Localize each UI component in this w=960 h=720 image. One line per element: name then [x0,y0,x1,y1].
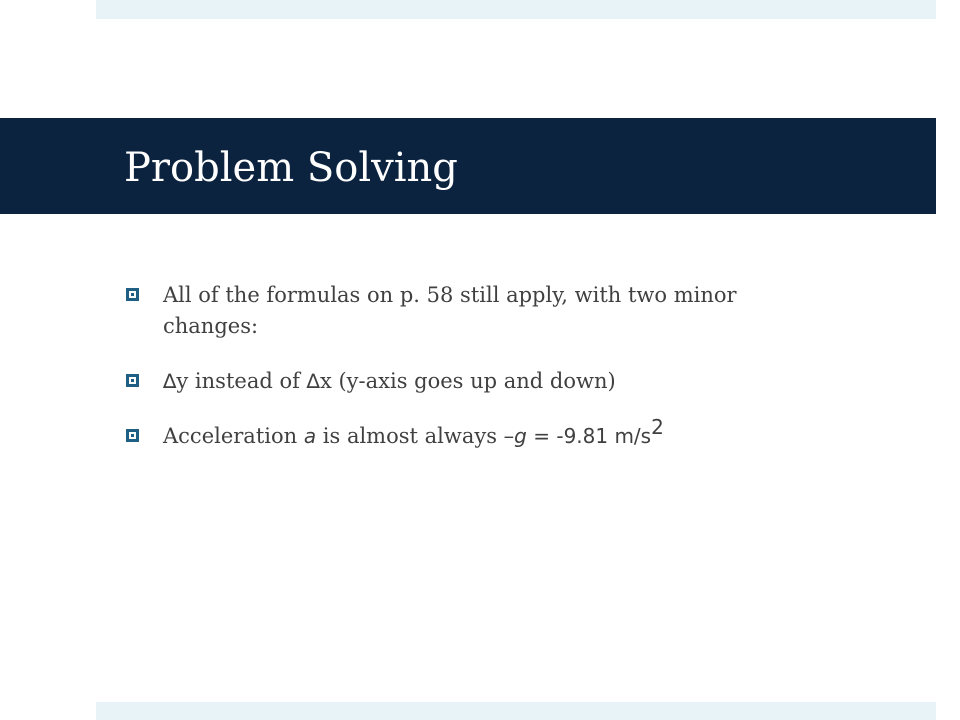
bullet-text: x (y-axis goes up and down) [319,369,616,393]
bullet-list [126,280,816,476]
square-bullet-icon [126,374,139,387]
bullet-item-formulas [126,280,816,342]
bottom-accent-band [96,702,936,720]
bullet-item-delta-y [126,366,816,397]
delta-symbol: ∆ [306,369,320,393]
delta-symbol: ∆ [163,369,177,393]
square-bullet-icon [126,429,139,442]
gravity-value: = -9.81 m/s [526,424,652,448]
slide-title: Problem Solving [124,145,458,191]
bullet-text: Acceleration [163,424,304,448]
variable-a: a [303,424,317,448]
bullet-text: y instead of [176,369,307,393]
bullet-text: All of the formulas on p. 58 still apply, with two minor changes: [163,283,737,338]
variable-g: g [514,424,527,448]
exponent: 2 [651,415,664,439]
square-bullet-icon [126,288,139,301]
bullet-text: is almost always – [316,424,515,448]
top-accent-band [96,0,936,19]
bullet-item-acceleration [126,415,816,452]
